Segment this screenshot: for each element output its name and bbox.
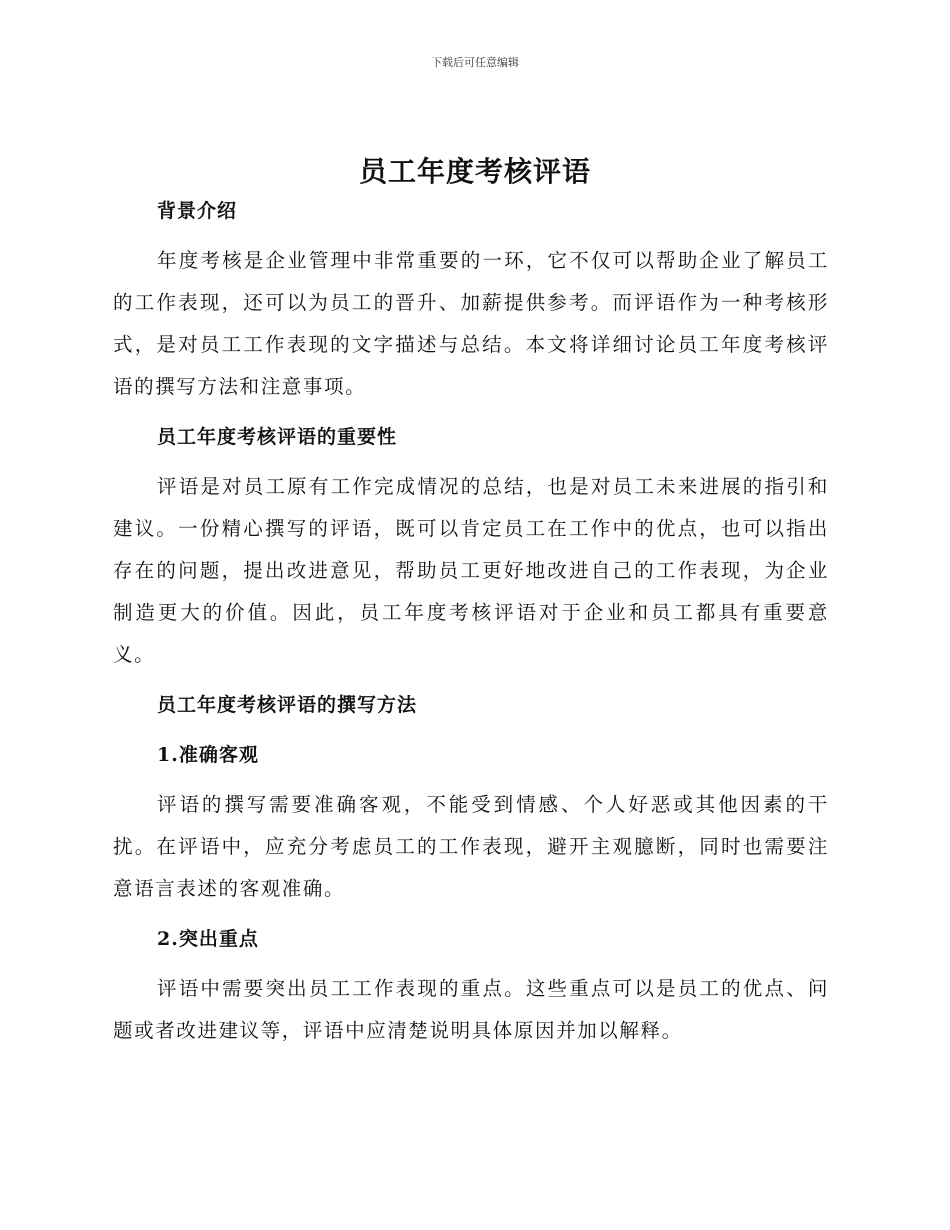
section-methods [113, 690, 829, 720]
section-paragraph: 评语的撰写需要准确客观，不能受到情感、个人好恶或其他因素的干扰。在评语中，应充分考虑员工的工作表现，避开主观臆断，同时也需要注意语言表述的客观准确。 [113, 793, 829, 900]
subsection-heading: 1.准确客观 [157, 744, 259, 766]
section-heading: 背景介绍 [157, 200, 238, 222]
section-importance [113, 422, 829, 676]
document-body [113, 196, 829, 1052]
section-heading: 员工年度考核评语的撰写方法 [157, 694, 418, 716]
section-background [113, 196, 829, 408]
subsection-heading: 2.突出重点 [157, 928, 259, 950]
section-paragraph: 评语中需要突出员工工作表现的重点。这些重点可以是员工的优点、问题或者改进建议等，评语中应清楚说明具体原因并加以解释。 [113, 977, 829, 1042]
section-method-1 [113, 740, 829, 910]
section-paragraph: 评语是对员工原有工作完成情况的总结，也是对员工未来进展的指引和建议。一份精心撰写的评语，既可以肯定员工在工作中的优点，也可以指出存在的问题，提出改进意见，帮助员工更好地改进自己的工作表现，为企业制造更大的价值。因此，员工年度考核评语对于企业和员工都具有重要意义。 [113, 475, 829, 666]
section-heading: 员工年度考核评语的重要性 [157, 426, 398, 448]
document-title: 员工年度考核评语 [358, 155, 591, 188]
section-method-2 [113, 924, 829, 1052]
page-header-note: 下载后可任意编辑 [431, 56, 519, 69]
section-paragraph: 年度考核是企业管理中非常重要的一环，它不仅可以帮助企业了解员工的工作表现，还可以为员工的晋升、加薪提供参考。而评语作为一种考核形式，是对员工工作表现的文字描述与总结。本文将详细讨论员工年度考核评语的撰写方法和注意事项。 [113, 249, 829, 398]
